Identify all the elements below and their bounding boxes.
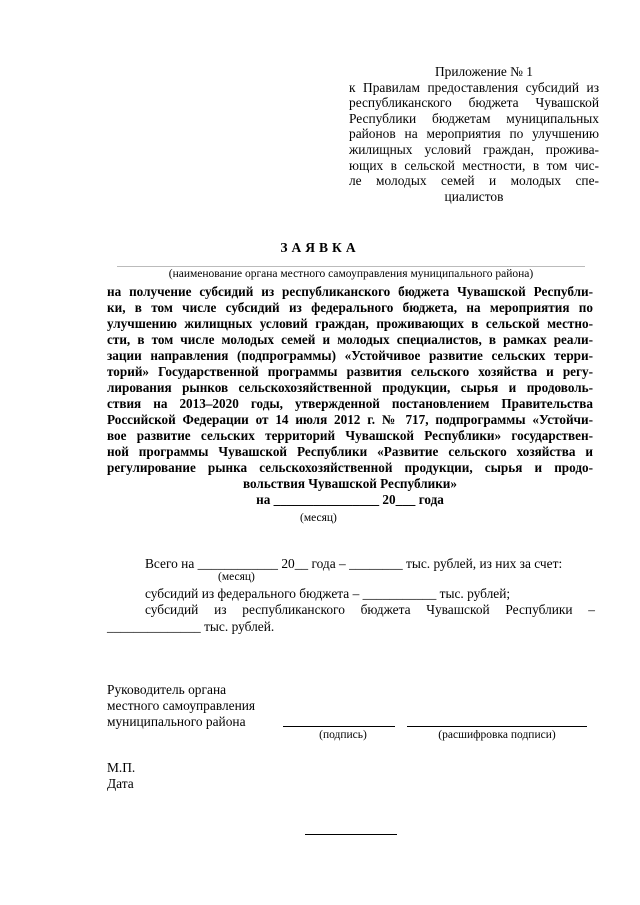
request-line: Российской Федерации от 14 июля 2012 г. № 717, подпрограммы «Устойчи-: [107, 412, 593, 427]
appendix-line: ле молодых семей и молодых спе-: [349, 173, 599, 189]
request-line: ствия на 2013–2020 годы, утвержденной постановлением Правительства: [107, 396, 593, 411]
appendix-number: Приложение № 1: [434, 64, 534, 79]
head-title-line: Руководитель органа: [107, 682, 227, 697]
appendix-line: циалистов: [444, 188, 504, 204]
republic-subsidy-amount-line: ______________ тыс. рублей.: [107, 619, 275, 634]
federal-subsidy-line: субсидий из федерального бюджета – ___________ тыс. рублей;: [145, 586, 511, 601]
appendix-line: Республики бюджетам муниципальных: [349, 110, 599, 126]
appendix-block: [349, 64, 599, 204]
request-line: ной программы Чувашской Республики «Развитие сельского хозяйства и: [107, 444, 593, 459]
republic-subsidy-line: субсидий из республиканского бюджета Чувашской Республики –: [145, 602, 595, 617]
request-line: на получение субсидий из республиканского бюджета Чувашской Республи-: [107, 284, 593, 299]
signature-line: [283, 726, 395, 727]
total-line: Всего на ____________ 20__ года – ________ тыс. рублей, из них за счет:: [145, 556, 563, 571]
stamp-label: М.П.: [107, 760, 136, 775]
request-line: ки, в том числе субсидий из федерального бюджета, на мероприятия по: [107, 300, 593, 315]
request-line: вольствия Чувашской Республики»: [242, 476, 457, 491]
head-title: [107, 682, 255, 730]
month-caption: (месяц): [218, 571, 255, 583]
document-title: ЗАЯВКА: [280, 240, 360, 255]
appendix-line: жилищных условий граждан, прожива-: [349, 141, 599, 157]
signature-decode-caption: (расшифровка подписи): [438, 729, 556, 741]
request-period-line: на ________________ 20___ года: [256, 492, 444, 507]
end-separator: [305, 834, 397, 835]
request-text: [107, 284, 593, 508]
request-line: лирования рынков сельскохозяйственной продукции, сырья и продоволь-: [107, 380, 593, 395]
month-caption: (месяц): [300, 512, 337, 524]
appendix-line: районов на мероприятия по улучшению: [349, 126, 599, 142]
stamp-date-block: [107, 760, 135, 792]
head-title-line: местного самоуправления: [107, 698, 256, 713]
org-name-caption: (наименование органа местного самоуправления муниципального района): [168, 268, 534, 280]
signature-caption: (подпись): [319, 729, 367, 741]
appendix-line: ющих в сельской местности, в том чис-: [349, 157, 599, 173]
head-title-line: муниципального района: [107, 714, 246, 729]
request-line: регулирование рынка сельскохозяйственной продукции, сырья и продо-: [107, 460, 593, 475]
appendix-line: республиканского бюджета Чувашской: [349, 95, 599, 111]
request-line: зации направления (подпрограммы) «Устойчивое развитие сельских терри-: [107, 348, 593, 363]
date-label: Дата: [107, 776, 134, 791]
signature-decode-line: [407, 726, 587, 727]
org-name-line: [117, 266, 585, 267]
request-line: вое развитие сельских территорий Чувашской Республики» государствен-: [107, 428, 593, 443]
request-line: торий» Государственной программы развития сельского хозяйства и регу-: [107, 364, 593, 379]
appendix-line: к Правилам предоставления субсидий из: [349, 79, 599, 95]
request-line: улучшению жилищных условий граждан, проживающих в сельской местно-: [107, 316, 593, 331]
request-line: сти, в том числе молодых семей и молодых специалистов, в рамках реали-: [107, 332, 593, 347]
